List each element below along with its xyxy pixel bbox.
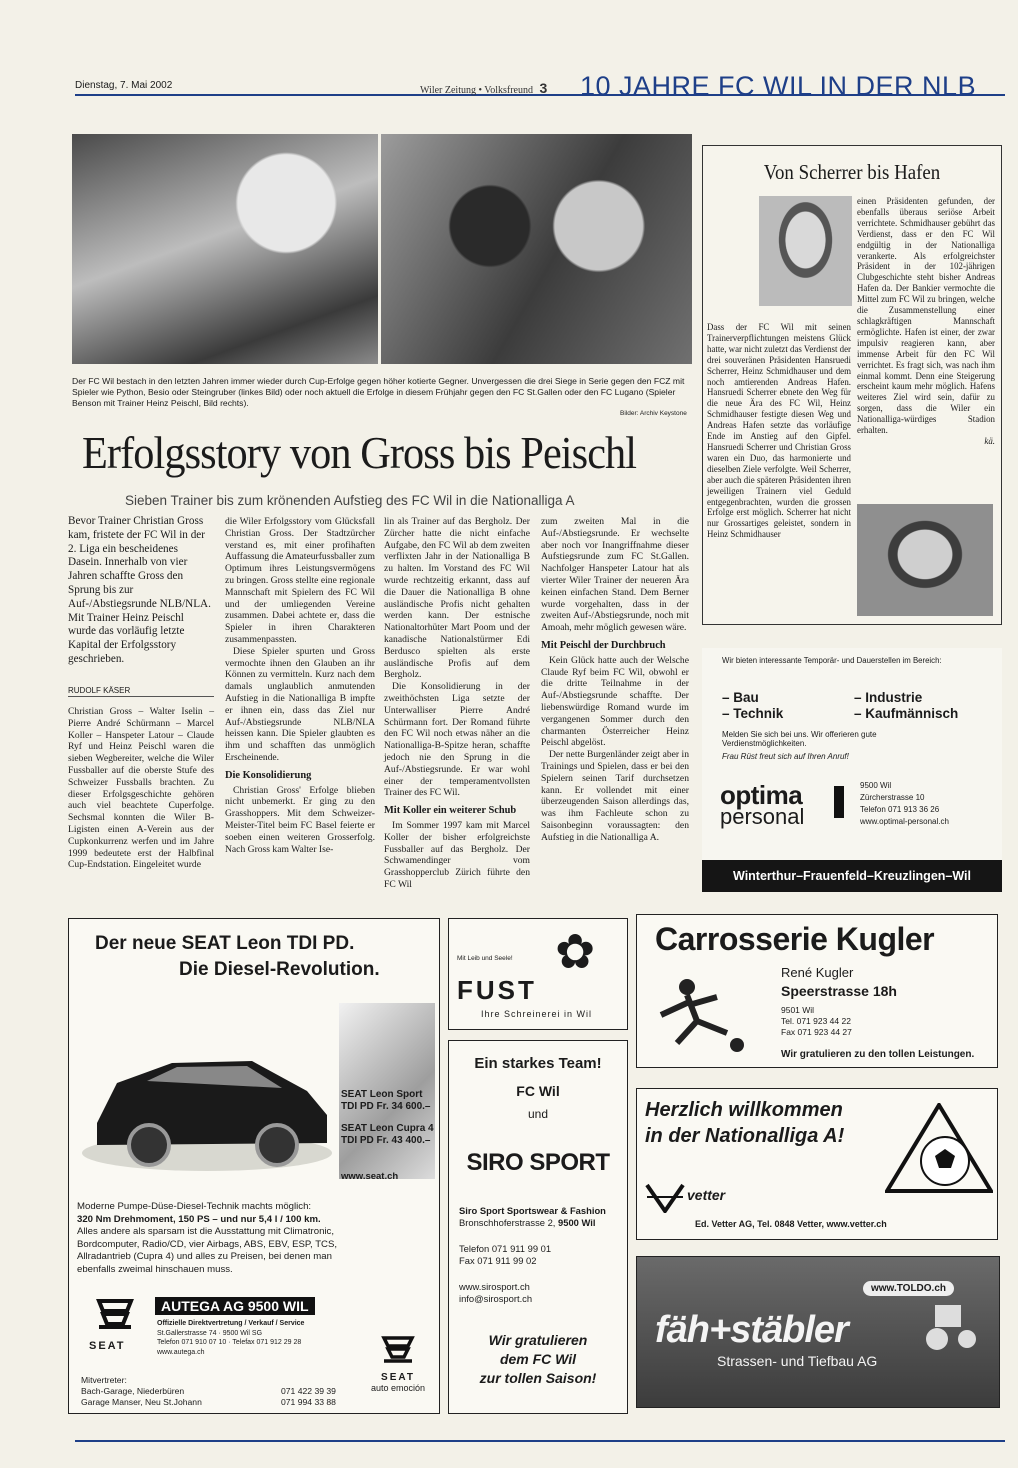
- warning-ball-icon: [885, 1103, 993, 1193]
- optima-item-technik: – Technik: [722, 706, 784, 721]
- author-rule: [68, 696, 214, 697]
- col3-text-b: Die Konsolidierung in der zweithöchsten Liga setzte der Unterwalliser Pierre André Schürmann fort. Der Romand führte den FC Wil noch etwas näher an die Nationalliga-B-Spitze heran, schaffte jedoch nie den Sprung in die Auf-/Abstiegsrunde. Er war wohl einer der temperamentvollsten Trainer des FC Wil.: [384, 681, 530, 799]
- sidebar-box: [702, 145, 1002, 625]
- col3-text-c: Im Sommer 1997 kam mit Marcel Koller der bisher erfolgreichste Fussballer auf das Bergholz. Der Schwamendinger vom Grasshopperclub Zürich führte den FC Wil: [384, 819, 530, 890]
- kugler-fax: Fax 071 923 44 27: [781, 1027, 852, 1037]
- kicker-icon: [647, 973, 757, 1059]
- faeh-name: fäh+stäbler: [655, 1309, 848, 1351]
- col1-text: Christian Gross – Walter Iselin – Pierre André Schürmann – Marcel Koller – Hanspeter Latour – Claude Ryf und Heinz Peischl waren die sieben Wegbereiter, welche die Wiler Fussballer auf die oberste Stufe des Schweizer Fussballs brachten. Zu dieser Erfolgsgeschichte gehören auch viel beachtete Cuperfolge. Sechsmal konnten die Wiler B-Ligisten einen A-Verein aus der Cupkonkurrenz werfen und im Jahre 1999 bedeutete erst der Halbfinal Cup-Endstation. Eingeleitet wurde: [68, 706, 214, 871]
- optima-item-kaufm: – Kaufmännisch: [854, 706, 959, 721]
- sidebar-title: Von Scherrer bis Hafen: [763, 160, 941, 184]
- dealer-info: [157, 1319, 304, 1357]
- optima-addr-tel: Telefon 071 913 36 26: [860, 805, 940, 814]
- siro-tel: Telefon 071 911 99 01: [459, 1243, 552, 1254]
- kugler-title: Carrosserie Kugler: [655, 921, 935, 957]
- mit2-name: Garage Manser, Neu St.Johann: [81, 1397, 202, 1407]
- seat-price-2a: SEAT Leon Cupra 4: [341, 1123, 434, 1134]
- siro-addr-row: [459, 1217, 623, 1229]
- paper-title: Wiler Zeitung • Volksfreund: [420, 85, 533, 96]
- article-col-3: [384, 516, 530, 891]
- col4-text-b: Kein Glück hatte auch der Welsche Claude Ryf beim FC Wil, obwohl er die dritte Teilnahme in der Auf-/Abstiegsrunde schaffte. Der liebenswürdige Romand wurde im vergangenen Sommer durch den charmanten Österreicher Heinz Peischl abgelöst.: [541, 654, 689, 749]
- optima-addr-street: Zürcherstrasse 10: [860, 793, 925, 802]
- fust-sub: Ihre Schreinerei in Wil: [481, 1009, 593, 1019]
- portrait-hafen: [857, 504, 993, 616]
- seat-logo-left-text: SEAT: [89, 1340, 126, 1352]
- vetter-footer: Ed. Vetter AG, Tel. 0848 Vetter, www.vetter.ch: [695, 1219, 887, 1229]
- optima-addr-city: 9500 Wil: [860, 781, 892, 790]
- optima-item-bau: – Bau: [722, 690, 759, 705]
- seat-emblem-icon-2: [378, 1335, 418, 1367]
- article-author: RUDOLF KÄSER: [68, 686, 131, 695]
- seat-desc-1: Moderne Pumpe-Düse-Diesel-Technik machts möglich:: [77, 1201, 312, 1212]
- seat-price-2b: TDI PD Fr. 43 400.–: [341, 1135, 431, 1146]
- ad-fust: [448, 918, 628, 1030]
- dealer-name: AUTEGA AG 9500 WIL: [155, 1297, 315, 1315]
- kugler-contact: [781, 1005, 852, 1038]
- footer-rule: [75, 1440, 1005, 1442]
- siro-addr: Bronschhoferstrasse 2,: [459, 1217, 556, 1228]
- sidebar-sign: kä.: [984, 435, 995, 446]
- optima-intro: Wir bieten interessante Temporär- und Dauerstellen im Bereich:: [722, 656, 942, 665]
- kugler-city: 9501 Wil: [781, 1005, 815, 1015]
- vetter-v-icon: [645, 1183, 685, 1213]
- mit1-tel: 071 422 39 39: [281, 1386, 336, 1396]
- ad-faeh-staebler: [636, 1256, 1000, 1408]
- siro-fax: Fax 071 911 99 02: [459, 1255, 537, 1266]
- sidebar-col-right: [857, 196, 995, 447]
- optima-footer-bar: Winterthur–Frauenfeld–Kreuzlingen–Wil: [702, 860, 1002, 892]
- seat-prices: [341, 1089, 434, 1147]
- dealer-tel: Telefon 071 910 07 10 · Telefax 071 912 29 28: [157, 1339, 302, 1346]
- fust-tag: Mit Leib und Seele!: [457, 955, 513, 962]
- optima-addr-web: www.optimal-personal.ch: [860, 817, 949, 826]
- optima-address: [860, 780, 949, 828]
- subhead-konsolidierung: Die Konsolidierung: [225, 769, 312, 781]
- ad-vetter: [636, 1088, 998, 1240]
- siro-web1: www.sirosport.ch: [459, 1281, 530, 1292]
- dealer-sub: Offizielle Direktvertretung / Verkauf / Service: [157, 1320, 305, 1327]
- optima-logo-mark: [834, 786, 844, 818]
- col3-text-a: lin als Trainer auf das Bergholz. Der Zürcher hatte die nicht einfache Aufgabe, den FC Wil ab dem zweiten verflixten Jahr in der Nationalliga B zu halten. Im Vorstand des FC Wil wurde rechtzeitig erkannt, dass auf die Dauer die Nationalliga B ohne ausländische Profis nicht gehalten werden kann. Der estnische Nationaltorhüter Mart Poom und der kanadische Nationalstürmer Edi Berdusco spielten als erste ausländische Profis auf dem Bergholz.: [384, 516, 530, 681]
- faeh-web: www.TOLDO.ch: [863, 1281, 954, 1296]
- article-col-1: [68, 706, 214, 871]
- col4-text-c: Der nette Burgenländer zeigt aber in Trainings und Spielen, dass er bei den Spielern seinen Tarif durchsetzen kann. Er vollendet mit einer überzeugenden Saison allerdings das, was ihm Fachleute schon zu Saisonbeginn voraussagten: den Aufstieg in die Nationalliga A.: [541, 749, 689, 843]
- photo-caption: Der FC Wil bestach in den letzten Jahren immer wieder durch Cup-Erfolge gegen höher kotierte Gegner. Unvergessen die drei Siege in Serie gegen den FCZ mit Spieler wie Python, Besio oder Steingruber (linkes Bild) oder noch aktuell die Erfolge in diesem Frühjahr gegen den FC St.Gallen oder den FC Lugano (Spieler Benson mit Trainer Heinz Peischl, Bild rechts).: [72, 376, 685, 408]
- seat-emblem-icon: [89, 1297, 141, 1335]
- kugler-street: Speerstrasse 18h: [781, 983, 897, 999]
- dealer-addr: St.Gallerstrasse 74 · 9500 Wil SG: [157, 1329, 263, 1337]
- subhead-koller: Mit Koller ein weiterer Schub: [384, 805, 517, 817]
- page-number: 3: [539, 80, 548, 96]
- optima-text1: Melden Sie sich bei uns. Wir offerieren gute Verdienstmöglichkeiten.: [722, 730, 877, 748]
- siro-l2: FC Wil: [516, 1083, 560, 1099]
- seat-desc-2: 320 Nm Drehmoment, 150 PS – und nur 5,4 l / 100 km.: [77, 1213, 321, 1225]
- optima-item-industrie: – Industrie: [854, 690, 923, 705]
- fust-name: FUST: [457, 975, 537, 1005]
- ad-kugler: [636, 914, 998, 1068]
- siro-web2: info@sirosport.ch: [459, 1293, 533, 1304]
- siro-g2: dem FC Wil: [499, 1351, 577, 1367]
- siro-g1: Wir gratulieren: [488, 1332, 588, 1348]
- seat-web: www.seat.ch: [341, 1171, 399, 1182]
- seat-logo-right: [365, 1335, 431, 1393]
- siro-city: 9500 Wil: [558, 1217, 596, 1228]
- mit2-tel: 071 994 33 88: [281, 1397, 336, 1407]
- kugler-tel: Tel. 071 923 44 22: [781, 1016, 851, 1026]
- seat-mitvertreter: [81, 1375, 341, 1408]
- photo-benson-peischl: [381, 134, 692, 364]
- soccer-ball-icon: [885, 1103, 993, 1193]
- seat-price-1b: TDI PD Fr. 34 600.–: [341, 1101, 431, 1112]
- seat-description: [77, 1201, 339, 1276]
- siro-congrats: [449, 1331, 627, 1388]
- siro-g3: zur tollen Saison!: [479, 1370, 597, 1386]
- seat-car-image: [77, 1003, 335, 1183]
- roller-icon: [921, 1301, 981, 1351]
- siro-l3: und: [527, 1107, 549, 1121]
- col4-text-a: zum zweiten Mal in die Auf-/Abstiegsrunde. Er wechselte aber noch vor Inangriffnahme dieser Aufstiegsrunde zum FC St.Gallen. Nachfolger Hanspeter Latour hat als vierter Wiler Trainer der neueren Ära keinen einfachen Stand. Dem Berner wurde vorgehalten, dass in der zweiten Auf-/Abstiegsrunde, noch mit Amoah, mehr möglich gewesen wäre.: [541, 516, 689, 634]
- section-title: 10 JAHRE FC WIL IN DER NLB: [580, 71, 977, 101]
- col2-text-c: Christian Gross' Erfolge blieben nicht unbemerkt. Er ging zu den Grasshoppers. Mit dem Schweizer-Meister-Titel beim FC Basel feierte er soeben einen weiteren Grosserfolg. Nach Gross kam Walter Ise-: [225, 784, 375, 855]
- seat-title-2: Die Diesel-Revolution.: [179, 959, 380, 980]
- mit1-name: Bach-Garage, Niederbüren: [81, 1386, 185, 1396]
- photo-cup-celebration: [72, 134, 378, 364]
- sidebar-text-right: einen Präsidenten gefunden, der ebenfalls überaus seriöse Arbeit verrichtete. Schmidhauser gebührt das Verdienst, dass er den FC Wil endgültig in der Nationalliga verankerte. Als erfolgreichster Präsident in der 102-jährigen Clubgeschichte steht bisher Andreas Hafen da. Der Bankier vermochte die Mittel zum FC Wil zu bringen, welche die Zusammenstellung einer schlagkräftigen Mannschaft ermöglichte. Hafen ist einer, der zwar impulsiv reagieren kann, aber immense Arbeit für den FC Wil verrichtet. Es fragt sich, was nach ihm einmal kommt. Denn eine Steigerung erscheint kaum mehr möglich. Hafens weiteres Ziel wird sein, dafür zu sorgen, dass die Wiler ein Nationalliga-würdiges Stadion erhalten.: [857, 196, 995, 436]
- vetter-l1: Herzlich willkommen: [645, 1099, 843, 1121]
- vetter-logo-mark: [645, 1183, 685, 1213]
- sidebar-col-left: [707, 322, 851, 540]
- kugler-congrats: Wir gratulieren zu den tollen Leistungen.: [781, 1049, 975, 1060]
- seat-logo-left: [89, 1297, 141, 1352]
- article-subhead: Sieben Trainer bis zum krönenden Aufstieg des FC Wil in die Nationalliga A: [125, 493, 575, 508]
- faeh-sub: Strassen- und Tiefbau AG: [717, 1353, 878, 1369]
- col2-text-a: die Wiler Erfolgsstory vom Glücksfall Christian Gross. Der Stadtzürcher verstand es, mit einer profihaften Auffassung die Amateurfussballer zum Optimum ihres Leistungsvermögens zu bringen. Gross stellte eine regionale Mannschaft mit Spielern des FC Wil und der umliegenden Vereine zusammen. Dabei achtete er, dass die Spieler in ihren Charakteren zusammenpassten.: [225, 516, 375, 645]
- optima-logo-1: optima: [720, 780, 803, 810]
- ad-seat: [68, 918, 440, 1414]
- mit-label: Mitvertreter:: [81, 1375, 127, 1385]
- article-col-4: [541, 516, 689, 844]
- siro-l1: Ein starkes Team!: [474, 1055, 602, 1072]
- kugler-name: René Kugler: [781, 965, 854, 980]
- seat-desc-3: Alles andere als sparsam ist die Ausstattung mit Climatronic, Bordcomputer, Radio/CD, vier Airbags, ABS, EBV, ESP, TCS, Allradantrieb (Cupra 4) und alles zu Preisen, bei denen man ebenfalls zweimal hinschauen muss.: [77, 1226, 338, 1275]
- footballer-icon: [647, 973, 757, 1059]
- seat-logo-right-text: SEAT: [381, 1372, 415, 1383]
- article-col-2: [225, 516, 375, 855]
- edelweiss-icon: ✿: [555, 926, 596, 979]
- mit-row-1: [81, 1386, 341, 1397]
- vetter-logo: vetter: [687, 1187, 726, 1203]
- seat-slogan: auto emoción: [370, 1383, 426, 1393]
- optima-logo-2: personal: [720, 804, 805, 829]
- article-lead: Bevor Trainer Christian Gross kam, fristete der FC Wil in der 2. Liga ein bescheidenes Dasein. Innerhalb von vier Jahren schaffte Gross den Sprung bis zur Auf-/Abstiegsrunde NLB/NLA. Mit Trainer Heinz Peischl wurde das vorläufig letzte Kapital der Erfolgsstory geschrieben.: [68, 515, 211, 665]
- dealer-web: www.autega.ch: [157, 1348, 205, 1356]
- paper-name: [420, 80, 547, 96]
- siro-contact: [459, 1205, 623, 1305]
- sidebar-text-left: Dass der FC Wil mit seinen Trainerverpflichtungen meistens Glück hatte, war nicht zuletzt das Verdienst der drei souveränen Präsidenten Hansruedi Scherrer, Heinz Schmidhauser und dem noch amtierenden Andreas Hafen. Hansruedi Scherrer ebnete den Weg für die neue Ära des FC Wil, Heinz Schmidhauser festigte diesen Weg und Andreas Hafen setzte das vorläufige Ende im Anstieg auf den Gipfel. Hansruedi Scherrer und Christian Gross waren ein Duo, das harmonierte und dieselben Ziele verfolgte. Weil Scherrer, aber auch die späteren Präsidenten ihren jeweiligen Trainern viel Geduld entgegenbrachten, wurden die grossen Erfolge erst möglich. Scherrer hat nicht nur Grossartiges geleistet, sondern in Heinz Schmidhauser: [707, 322, 852, 540]
- siro-logo: SIRO SPORT: [466, 1149, 610, 1176]
- col2-text-b: Diese Spieler spurten und Gross vermochte ihnen den Glauben an ihr Können zu vermitteln. Kurz nach dem damals unglaublich anmutenden Aufstieg in die Nationalliga B impfte er ihnen ein, dass das Ziel nur Auf-/Abstiegsrunde NLB/NLA heissen kann. Die Spieler glaubten es ihm und schafften das unmöglich Erscheinende.: [225, 645, 375, 763]
- mit-row-2: [81, 1397, 341, 1408]
- seat-price-1a: SEAT Leon Sport: [341, 1089, 423, 1100]
- car-icon: [77, 1003, 335, 1183]
- portrait-scherrer: [759, 196, 852, 306]
- ad-optima: [702, 648, 1002, 892]
- siro-name: Siro Sport Sportswear & Fashion: [459, 1205, 606, 1216]
- article-headline: Erfolgsstory von Gross bis Peischl: [82, 427, 637, 478]
- ad-siro: [448, 1040, 628, 1414]
- photo-credit: Bilder: Archiv Keystone: [620, 410, 687, 417]
- optima-text2: Frau Rüst freut sich auf Ihren Anruf!: [722, 752, 849, 761]
- road-roller-icon: [921, 1301, 981, 1351]
- date: Dienstag, 7. Mai 2002: [75, 80, 173, 91]
- subhead-peischl: Mit Peischl der Durchbruch: [541, 639, 666, 651]
- seat-title-1: Der neue SEAT Leon TDI PD.: [95, 933, 355, 954]
- vetter-l2: in der Nationalliga A!: [645, 1125, 845, 1147]
